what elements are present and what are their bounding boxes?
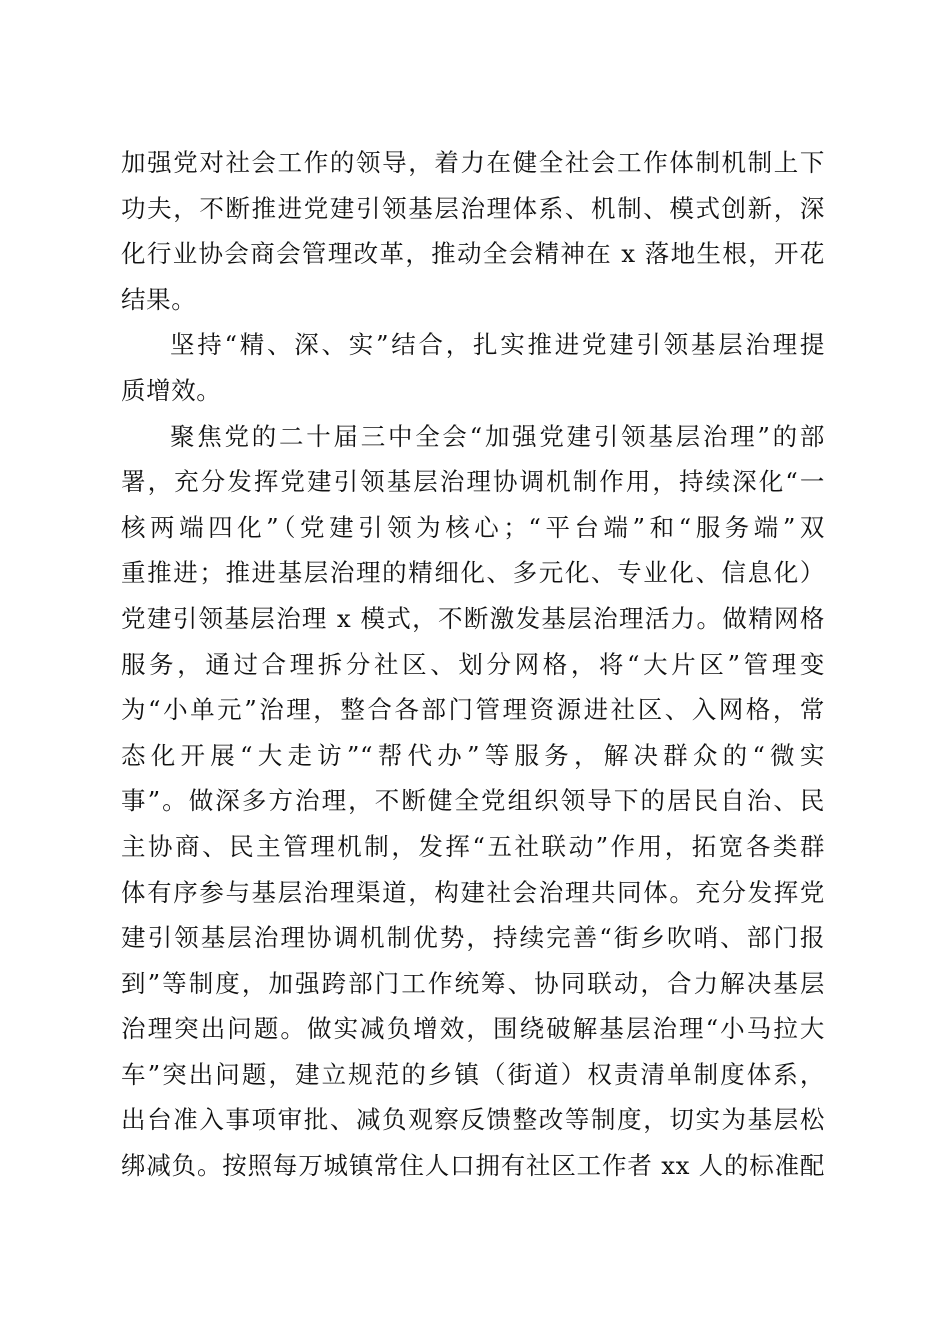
text-line: 功夫，不断推进党建引领基层治理体系、机制、模式创新，深 xyxy=(121,193,825,223)
text-line: 核两端四化”（党建引领为核心；“平台端”和“服务端”双 xyxy=(121,512,825,542)
text-line: 绑减负。按照每万城镇常住人口拥有社区工作者 xx 人的标准配 xyxy=(121,1151,825,1181)
text-line: 主协商、民主管理机制，发挥“五社联动”作用，拓宽各类群 xyxy=(121,831,825,861)
text-line: 事”。做深多方治理，不断健全党组织领导下的居民自治、民 xyxy=(121,786,825,816)
text-line: 车”突出问题，建立规范的乡镇（街道）权责清单制度体系， xyxy=(121,1059,825,1089)
text-line: 质增效。 xyxy=(121,375,222,405)
text-line: 到”等制度，加强跨部门工作统筹、协同联动，合力解决基层 xyxy=(121,968,825,998)
text-line: 为“小单元”治理，整合各部门管理资源进社区、入网格，常 xyxy=(121,695,825,725)
text-line: 党建引领基层治理 x 模式，不断激发基层治理活力。做精网格 xyxy=(121,603,825,633)
text-line: 署，充分发挥党建引领基层治理协调机制作用，持续深化“一 xyxy=(121,467,825,497)
text-line: 加强党对社会工作的领导，着力在健全社会工作体制机制上下 xyxy=(121,148,825,177)
text-line: 体有序参与基层治理渠道，构建社会治理共同体。充分发挥党 xyxy=(121,877,825,907)
text-line: 重推进；推进基层治理的精细化、多元化、专业化、信息化） xyxy=(121,558,825,588)
text-line: 坚持“精、深、实”结合，扎实推进党建引领基层治理提 xyxy=(170,330,825,360)
text-line: 化行业协会商会管理改革，推动全会精神在 x 落地生根，开花 xyxy=(121,239,825,269)
text-line: 建引领基层治理协调机制优势，持续完善“街乡吹哨、部门报 xyxy=(121,923,825,953)
text-line: 结果。 xyxy=(121,284,197,314)
text-line: 出台准入事项审批、减负观察反馈整改等制度，切实为基层松 xyxy=(121,1105,825,1135)
text-line: 聚焦党的二十届三中全会“加强党建引领基层治理”的部 xyxy=(170,421,825,451)
document-body xyxy=(121,140,825,1189)
text-line: 治理突出问题。做实减负增效，围绕破解基层治理“小马拉大 xyxy=(121,1014,825,1044)
text-line: 服务，通过合理拆分社区、划分网格，将“大片区”管理变 xyxy=(121,649,825,679)
text-line: 态化开展“大走访”“帮代办”等服务，解决群众的“微实 xyxy=(121,740,825,770)
